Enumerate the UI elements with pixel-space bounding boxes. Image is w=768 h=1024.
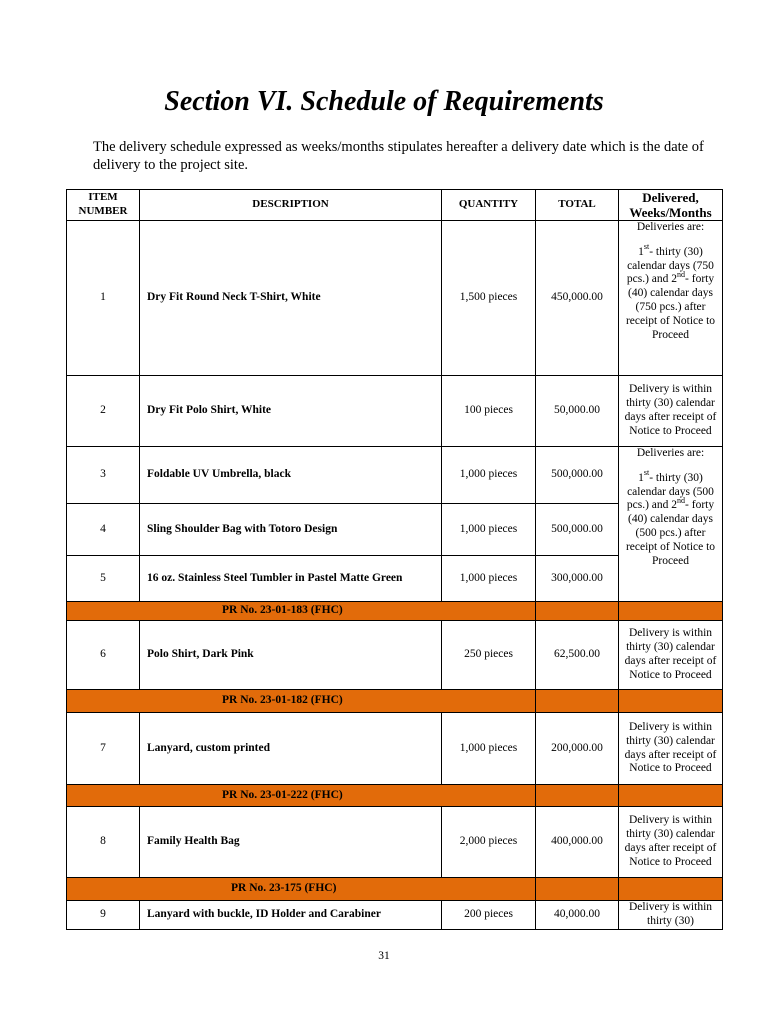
item-total: 500,000.00 bbox=[536, 504, 619, 556]
second-delivery-ordinal: nd bbox=[677, 269, 686, 279]
item-description: Dry Fit Round Neck T-Shirt, White bbox=[140, 221, 442, 376]
item-number: 7 bbox=[67, 713, 140, 785]
item-quantity: 1,500 pieces bbox=[442, 221, 536, 376]
first-delivery-number: 1 bbox=[638, 471, 644, 484]
item-quantity: 1,000 pieces bbox=[442, 447, 536, 504]
first-delivery-text: - thirty (30) calendar days (500 pcs.) and bbox=[626, 471, 714, 512]
first-delivery-ordinal: st bbox=[643, 241, 650, 251]
first-delivery-text: - thirty (30) calendar days (750 pcs.) and bbox=[626, 245, 714, 286]
table-row bbox=[67, 221, 723, 376]
table-row bbox=[67, 447, 723, 504]
pr-number: PR No. 23-175 (FHC) bbox=[67, 878, 536, 901]
item-description: Dry Fit Polo Shirt, White bbox=[140, 376, 442, 447]
item-quantity: 1,000 pieces bbox=[442, 713, 536, 785]
item-total: 450,000.00 bbox=[536, 221, 619, 376]
item-number: 2 bbox=[67, 376, 140, 447]
delivery-intro: Deliveries are: bbox=[636, 447, 705, 459]
item-description: Polo Shirt, Dark Pink bbox=[140, 621, 442, 690]
second-delivery-number: 2 bbox=[671, 499, 678, 512]
item-total: 40,000.00 bbox=[536, 901, 619, 930]
first-delivery-number: 1 bbox=[638, 245, 644, 258]
first-delivery-ordinal: st bbox=[643, 467, 650, 477]
header-description: DESCRIPTION bbox=[140, 190, 442, 221]
delivery-note bbox=[619, 221, 723, 376]
item-quantity: 1,000 pieces bbox=[442, 556, 536, 602]
second-delivery-number: 2 bbox=[671, 273, 678, 286]
table-row bbox=[67, 713, 723, 785]
header-total: TOTAL bbox=[536, 190, 619, 221]
item-description: 16 oz. Stainless Steel Tumbler in Pastel Matte Green bbox=[140, 556, 442, 602]
delivery-note: Delivery is within thirty (30) calendar days after receipt of Notice to Proceed bbox=[619, 807, 723, 878]
table-row bbox=[67, 807, 723, 878]
item-description: Sling Shoulder Bag with Totoro Design bbox=[140, 504, 442, 556]
second-delivery-ordinal: nd bbox=[677, 495, 686, 505]
item-description: Family Health Bag bbox=[140, 807, 442, 878]
page-title: Section VI. Schedule of Requirements bbox=[164, 86, 604, 117]
header-delivered: Delivered, Weeks/Months bbox=[619, 190, 723, 221]
item-quantity: 1,000 pieces bbox=[442, 504, 536, 556]
delivery-note: Delivery is within thirty (30) calendar days after receipt of Notice to Proceed bbox=[619, 713, 723, 785]
item-total: 400,000.00 bbox=[536, 807, 619, 878]
item-number: 6 bbox=[67, 621, 140, 690]
pr-row bbox=[67, 602, 723, 621]
item-number: 3 bbox=[67, 447, 140, 504]
item-number: 1 bbox=[67, 221, 140, 376]
delivery-note: Delivery is within thirty (30) calendar days after receipt of Notice to Proceed bbox=[619, 621, 723, 690]
table-row bbox=[67, 901, 723, 930]
intro-paragraph: The delivery schedule expressed as weeks/months stipulates hereafter a delivery date which is the date of delivery to the project site. bbox=[93, 139, 704, 173]
delivery-note: Delivery is within thirty (30) bbox=[619, 901, 723, 930]
pr-row bbox=[67, 878, 723, 901]
item-quantity: 100 pieces bbox=[442, 376, 536, 447]
item-total: 200,000.00 bbox=[536, 713, 619, 785]
second-delivery-text: - forty (40) calendar days (750 pcs.) after receipt of Notice to Proceed bbox=[625, 273, 716, 341]
item-quantity: 200 pieces bbox=[442, 901, 536, 930]
item-total: 500,000.00 bbox=[536, 447, 619, 504]
table-row bbox=[67, 621, 723, 690]
page-number: 31 bbox=[378, 950, 390, 962]
delivery-intro: Deliveries are: bbox=[636, 221, 705, 233]
item-total: 50,000.00 bbox=[536, 376, 619, 447]
second-delivery-text: - forty (40) calendar days (500 pcs.) after receipt of Notice to Proceed bbox=[625, 499, 716, 567]
item-number: 9 bbox=[67, 901, 140, 930]
schedule-table bbox=[66, 189, 723, 930]
item-quantity: 250 pieces bbox=[442, 621, 536, 690]
pr-number: PR No. 23-01-182 (FHC) bbox=[67, 690, 536, 713]
item-total: 300,000.00 bbox=[536, 556, 619, 602]
pr-row bbox=[67, 785, 723, 807]
pr-row bbox=[67, 690, 723, 713]
pr-number: PR No. 23-01-183 (FHC) bbox=[67, 602, 536, 621]
delivery-note bbox=[619, 447, 723, 602]
item-total: 62,500.00 bbox=[536, 621, 619, 690]
item-number: 4 bbox=[67, 504, 140, 556]
item-description: Lanyard, custom printed bbox=[140, 713, 442, 785]
item-description: Foldable UV Umbrella, black bbox=[140, 447, 442, 504]
item-description: Lanyard with buckle, ID Holder and Carabiner bbox=[140, 901, 442, 930]
table-header-row bbox=[67, 190, 723, 221]
delivery-note: Delivery is within thirty (30) calendar days after receipt of Notice to Proceed bbox=[619, 376, 723, 447]
table-row bbox=[67, 376, 723, 447]
header-item-number: ITEM NUMBER bbox=[67, 190, 140, 221]
pr-number: PR No. 23-01-222 (FHC) bbox=[67, 785, 536, 807]
item-quantity: 2,000 pieces bbox=[442, 807, 536, 878]
item-number: 8 bbox=[67, 807, 140, 878]
item-number: 5 bbox=[67, 556, 140, 602]
header-quantity: QUANTITY bbox=[442, 190, 536, 221]
